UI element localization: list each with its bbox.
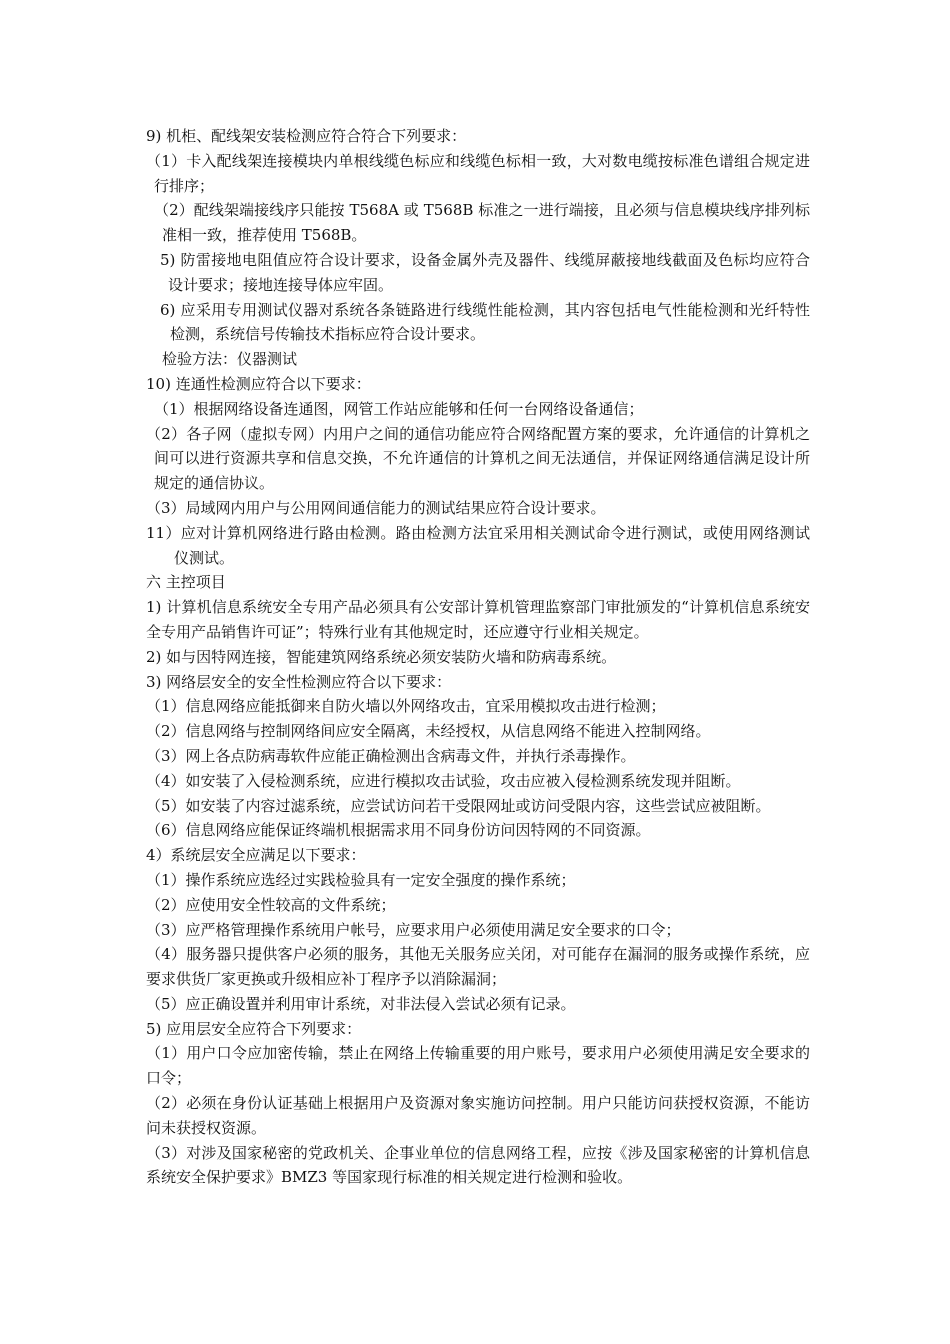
- paragraph-9-2: （2）配线架端接线序只能按 T568A 或 T568B 标准之一进行端接，且必须与信息模块线序排列标准相一致，推荐使用 T568B。: [154, 201, 810, 245]
- paragraph-main-3: 3) 网络层安全的安全性检测应符合以下要求：: [146, 672, 452, 691]
- paragraph-main-5-1: （1）用户口令应加密传输，禁止在网络上传输重要的用户账号，要求用户必须使用满足安全要求的口令；: [146, 1044, 810, 1088]
- paragraph-main-4-4: （4）服务器只提供客户必须的服务，其他无关服务应关闭，对可能存在漏洞的服务或操作系统，应要求供货厂家更换或升级相应补丁程序予以消除漏洞；: [146, 945, 810, 989]
- paragraph-10-3: （3）局域网内用户与公用网间通信能力的测试结果应符合设计要求。: [146, 498, 606, 517]
- paragraph-main-4-2: （2）应使用安全性较高的文件系统；: [146, 895, 396, 914]
- paragraph-main-4-1: （1）操作系统应选经过实践检验具有一定安全强度的操作系统；: [146, 870, 576, 889]
- paragraph-10-1: （1）根据网络设备连通图，网管工作站应能够和任何一台网络设备通信；: [154, 399, 644, 418]
- paragraph-10: 10) 连通性检测应符合以下要求：: [146, 374, 371, 393]
- paragraph-main-2: 2) 如与因特网连接，智能建筑网络系统必须安装防火墙和防病毒系统。: [146, 647, 617, 666]
- paragraph-main-3-6: （6）信息网络应能保证终端机根据需求用不同身份访问因特网的不同资源。: [146, 821, 651, 840]
- paragraph-main-3-3: （3）网上各点防病毒软件应能正确检测出含病毒文件，并执行杀毒操作。: [146, 746, 636, 765]
- paragraph-9-1: （1）卡入配线架连接模块内单根线缆色标应和线缆色标相一致，大对数电缆按标准色谱组合规定进行排序；: [146, 151, 810, 195]
- section-heading: 六 主控项目: [146, 573, 226, 592]
- paragraph-main-3-2: （2）信息网络与控制网络间应安全隔离，未经授权，从信息网络不能进入控制网络。: [146, 722, 711, 741]
- paragraph-11: 11）应对计算机网络进行路由检测。路由检测方法宜采用相关测试命令进行测试，或使用网络测试仪测试。: [146, 523, 810, 567]
- paragraph-main-3-5: （5）如安装了内容过滤系统，应尝试访问若干受限网址或访问受限内容，这些尝试应被阻断。: [146, 796, 771, 815]
- paragraph-main-3-1: （1）信息网络应能抵御来自防火墙以外网络攻击，宜采用模拟攻击进行检测；: [146, 697, 666, 716]
- paragraph-main-5-2: （2）必须在身份认证基础上根据用户及资源对象实施访问控制。用户只能访问获授权资源，不能访问未获授权资源。: [146, 1094, 810, 1137]
- paragraph-main-3-4: （4）如安装了入侵检测系统，应进行模拟攻击试验，攻击应被入侵检测系统发现并阻断。: [146, 771, 741, 790]
- paragraph-main-5: 5) 应用层安全应符合下列要求：: [146, 1019, 362, 1038]
- document-body: [146, 124, 810, 1190]
- paragraph-5: 5) 防雷接地电阻值应符合设计要求，设备金属外壳及器件、线缆屏蔽接地线截面及色标均应符合设计要求；接地连接导体应牢固。: [160, 250, 810, 294]
- inspection-method: 检验方法：仪器测试: [162, 350, 298, 369]
- paragraph-main-1: 1) 计算机信息系统安全专用产品必须具有公安部计算机管理监察部门审批颁发的“计算机信息系统安全专用产品销售许可证”；特殊行业有其他规定时，还应遵守行业相关规定。: [146, 598, 810, 641]
- paragraph-10-2: （2）各子网（虚拟专网）内用户之间的通信功能应符合网络配置方案的要求，允许通信的计算机之间可以进行资源共享和信息交换，不允许通信的计算机之间无法通信，并保证网络通信满足设计所规定的通信协议。: [146, 424, 810, 493]
- paragraph-main-4-5: （5）应正确设置并利用审计系统，对非法侵入尝试必须有记录。: [146, 994, 576, 1013]
- paragraph-main-5-3: （3）对涉及国家秘密的党政机关、企事业单位的信息网络工程，应按《涉及国家秘密的计算机信息系统安全保护要求》BMZ3 等国家现行标准的相关规定进行检测和验收。: [146, 1143, 810, 1187]
- paragraph-main-4-3: （3）应严格管理操作系统用户帐号，应要求用户必须使用满足安全要求的口令；: [146, 920, 681, 939]
- paragraph-9: 9) 机柜、配线架安装检测应符合符合下列要求：: [146, 127, 467, 145]
- paragraph-main-4: 4）系统层安全应满足以下要求：: [146, 846, 366, 865]
- paragraph-6: 6) 应采用专用测试仪器对系统各条链路进行线缆性能检测，其内容包括电气性能检测和光纤特性检测，系统信号传输技术指标应符合设计要求。: [160, 300, 810, 344]
